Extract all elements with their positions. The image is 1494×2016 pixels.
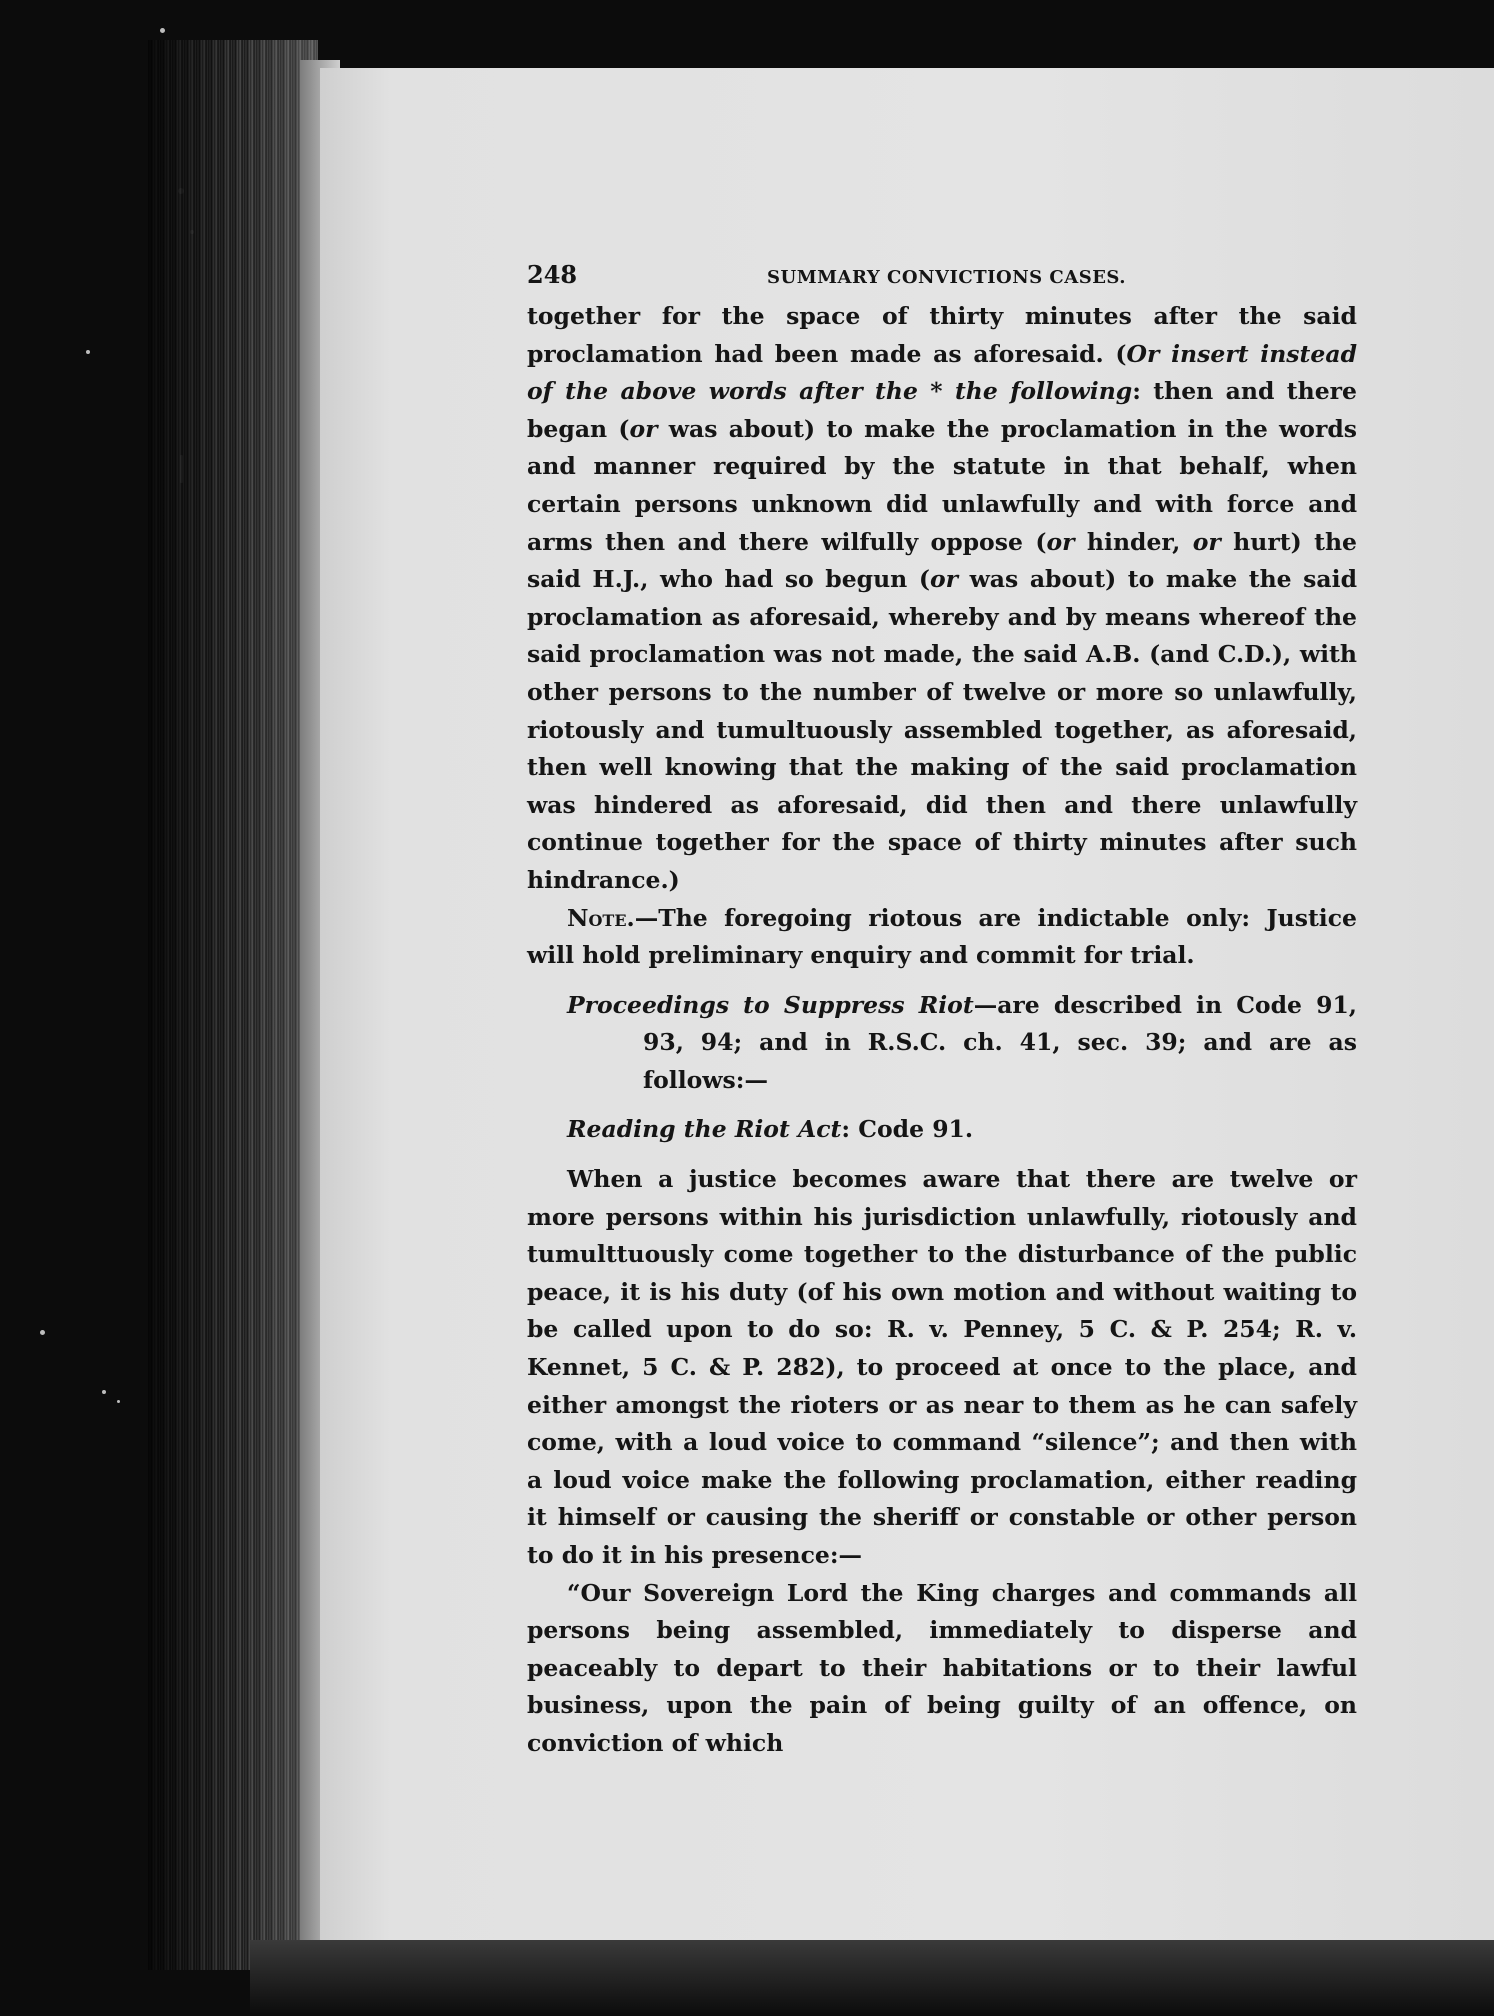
reading-riot-act-heading <box>527 1111 1357 1149</box>
proceedings-heading-paragraph <box>527 987 1357 1100</box>
text-run: together for the space of thirty minutes after the said proclamation had been made as aforesaid. ( <box>527 302 1357 368</box>
running-header-title: SUMMARY CONVICTIONS CASES. <box>767 267 1127 288</box>
proceedings-title: Proceedings to Suppress Riot <box>567 990 974 1019</box>
text-run: was about) to make the said proclamation as aforesaid, whereby and by means whereof the said proclamation was not made, the said A.B. (and C.D.), with other persons to the number of twelve or more so unlawfully, riotously and tumultuously assembled together, as aforesaid, then well knowing that the making of the said proclamation was hindered as aforesaid, did then and there unlawfully continue together for the space of thirty minutes after such hindrance.) <box>527 565 1357 894</box>
italic-or: or <box>1192 527 1221 556</box>
italic-instruction: Or insert instead of the above words after the * the following <box>527 339 1358 406</box>
text-run: hurt) the said H.J., who had so begun ( <box>527 527 1357 594</box>
dust-speck <box>86 350 90 354</box>
dust-speck <box>117 1400 120 1403</box>
dust-speck <box>40 1330 45 1335</box>
dust-speck <box>102 1390 106 1394</box>
dust-speck <box>160 28 165 33</box>
italic-or: or <box>929 565 959 594</box>
paragraph-justice-duty: When a justice becomes aware that there are twelve or more persons within his jurisdiction unlawfully, riotously and tumulttuously come together to the disturbance of the public peace, it is his duty (of his own motion and without waiting to be called upon to do so: R. v. Penney, 5 C. & P. 254; R. v. Kennet, 5 C. & P. 282), to proceed at once to the place, and either amongst the rioters or as near to them as he can safely come, with a loud voice to command “silence”; and then with a loud voice make the following proclamation, either reading it himself or causing the sheriff or constable or other person to do it in his presence:— <box>527 1165 1357 1569</box>
note-label: Note. <box>567 903 635 932</box>
paragraph-proclamation-continuation <box>527 298 1357 900</box>
reading-text: : Code 91. <box>841 1115 974 1144</box>
note-text: —The foregoing riotous are indictable only: Justice will hold preliminary enquiry and commit for trial. <box>527 903 1357 970</box>
paragraph-royal-proclamation: “Our Sovereign Lord the King charges and commands all persons being assembled, immediately to disperse and peaceably to depart to their habitations or to their lawful business, upon the pain of being guilty of an offence, on conviction of which <box>527 1578 1357 1757</box>
page-bottom-shadow <box>250 1940 1494 2016</box>
text-run: was about) to make the proclamation in the words and manner required by the statute in that behalf, when certain persons unknown did unlawfully and with force and arms then and there wilfully oppose ( <box>527 414 1357 556</box>
text-run: hinder, <box>1074 527 1193 556</box>
running-head <box>527 256 1357 296</box>
proceedings-text: —are described in Code 91, 93, 94; and in R.S.C. ch. 41, sec. 39; and are as follows:— <box>643 990 1357 1094</box>
note-paragraph <box>527 900 1357 975</box>
italic-or: or <box>629 414 658 443</box>
page-text-block <box>527 256 1357 1763</box>
reading-title: Reading the Riot Act <box>567 1115 842 1144</box>
page-number: 248 <box>527 260 578 289</box>
book-page-edges <box>148 40 318 1970</box>
italic-or: or <box>1046 527 1075 556</box>
text-run: : then and there began ( <box>527 377 1357 443</box>
